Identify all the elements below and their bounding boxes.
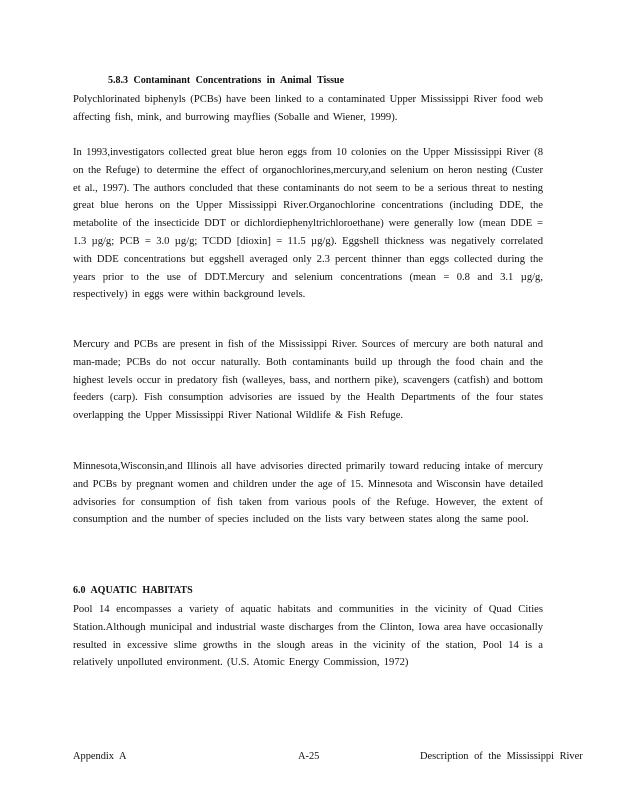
- footer-description: Description of the Mississippi River: [420, 751, 583, 762]
- footer-appendix: Appendix A: [73, 751, 127, 762]
- paragraph-pcb-food-web: Polychlorinated biphenyls (PCBs) have been linked to a contaminated Upper Mississippi River food web affecting fish, mink, and burrowing mayflies (Soballe and Wiener, 1999).: [73, 94, 543, 123]
- section-heading-aquatic-habitats: 6.0 AQUATIC HABITATS: [73, 585, 193, 596]
- paragraph-pool-14: Pool 14 encompasses a variety of aquatic habitats and communities in the vicinity of Quad Cities Station.Although municipal and industrial waste discharges from the Clinton, Iowa area have occasionally resulted in excessive slime growths in the slough areas in the vicinity of the station, Pool 14 is a relatively unpolluted environment. (U.S. Atomic Energy Commission, 1972): [73, 604, 543, 669]
- paragraph-mercury-pcbs: Mercury and PCBs are present in fish of the Mississippi River. Sources of mercury are both natural and man-made; PCBs do not occur naturally. Both contaminants build up through the food chain and the highest levels occur in predatory fish (walleyes, bass, and northern pike), scavengers (catfish) and bottom feeders (carp). Fish consumption advisories are issued by the Health Departments of the four states overlapping the Upper Mississippi River National Wildlife & Fish Refuge.: [73, 339, 543, 422]
- paragraph-state-advisories: Minnesota,Wisconsin,and Illinois all have advisories directed primarily toward reducing intake of mercury and PCBs by pregnant women and children under the age of 15. Minnesota and Wisconsin have detailed advisories for consumption of fish taken from various pools of the Refuge. However, the extent of consumption and the number of species included on the lists vary between states along the same pool.: [73, 461, 543, 526]
- paragraph-heron-eggs: In 1993,investigators collected great blue heron eggs from 10 colonies on the Upper Mississippi River (8 on the Refuge) to determine the effect of organochlorines,mercury,and selenium on heron nesting (Custer et al., 1997). The authors concluded that these contaminants do not seem to be a serious threat to nesting great blue herons on the Upper Mississippi River.Organochlorine concentrations (including DDE, the metabolite of the insecticide DDT or dichlordiephenyltrichloroethane) were generally low (mean DDE = 1.3 µg/g; PCB = 3.0 µg/g; TCDD [dioxin] = 11.5 µg/g). Eggshell thickness was negatively correlated with DDE concentrations but eggshell averaged only 2.3 percent thinner than eggs collected during the years prior to the use of DDT.Mercury and selenium concentrations (mean = 0.8 and 3.1 µg/g, respectively) in eggs were within background levels.: [73, 147, 543, 301]
- section-heading-5-8-3: 5.8.3 Contaminant Concentrations in Animal Tissue: [108, 75, 345, 86]
- footer-page-number: A-25: [298, 751, 320, 762]
